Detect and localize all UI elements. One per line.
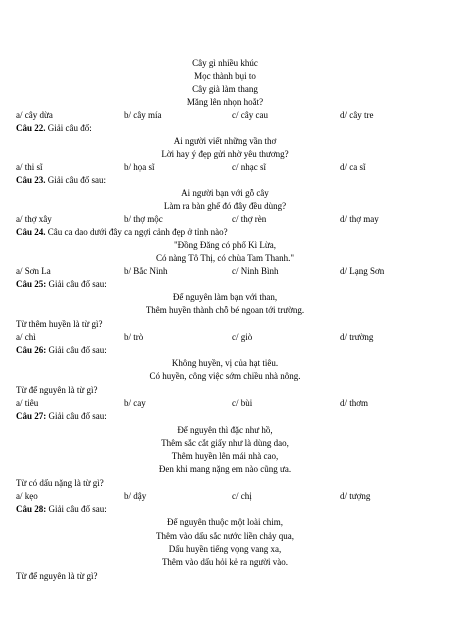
riddle-line: Thêm vào dấu sắc nước liền chảy qua,	[155, 531, 295, 541]
question-heading	[16, 122, 92, 134]
option-c[interactable]: c/ bùi	[232, 398, 253, 408]
question-prompt: Giải câu đố sau:	[46, 504, 107, 514]
question-ask: Từ để nguyên là từ gì?	[16, 385, 98, 395]
question-ask: Từ có dấu nặng là từ gì?	[16, 478, 104, 488]
question-prompt: Câu ca dao dưới đây ca ngợi cảnh đẹp ở tỉnh nào?	[45, 227, 228, 237]
riddle-line: Thêm huyền lên mái nhà cao,	[171, 451, 279, 461]
question-number: Câu 25:	[16, 279, 47, 289]
riddle-line: Để nguyên làm bạn với than,	[172, 292, 278, 302]
question-heading	[16, 503, 107, 515]
riddle-line: Ai người bạn với gỗ cây	[181, 188, 269, 198]
riddle-line: Lời hay ý đẹp gửi nhờ yêu thương?	[161, 149, 289, 159]
riddle-line: Thêm sắc cắt giấy như là dùng dao,	[161, 438, 289, 448]
riddle-line: Cây gì nhiều khúc	[192, 58, 258, 68]
question-ask: Từ để nguyên là từ gì?	[16, 571, 98, 581]
question-prompt: Giải câu đố sau:	[46, 279, 107, 289]
option-c[interactable]: c/ chị	[232, 491, 252, 501]
question-ask: Từ thêm huyền là từ gì?	[16, 319, 103, 329]
option-b[interactable]: b/ trò	[124, 332, 144, 342]
riddle-line: Làm ra bàn ghế đó đây đều dùng?	[163, 201, 287, 211]
riddle-line: Măng lên nhọn hoắt?	[186, 97, 264, 107]
option-c[interactable]: c/ giò	[232, 332, 253, 342]
option-b[interactable]: b/ họa sĩ	[124, 162, 155, 172]
option-a[interactable]: a/ Sơn La	[16, 266, 51, 276]
option-a[interactable]: a/ chì	[16, 332, 36, 342]
option-b[interactable]: b/ thợ mộc	[124, 214, 163, 224]
option-d[interactable]: d/ ca sĩ	[340, 162, 366, 172]
question-number: Câu 24.	[16, 227, 46, 237]
poem-line: "Đồng Đăng có phố Kì Lừa,	[173, 240, 277, 250]
option-b[interactable]: b/ cây mía	[124, 110, 162, 120]
riddle-line: Không huyền, vị của hạt tiêu.	[171, 358, 279, 368]
option-d[interactable]: d/ cây tre	[340, 110, 374, 120]
poem-line: Có nàng Tô Thị, có chùa Tam Thanh."	[155, 253, 295, 263]
option-d[interactable]: d/ trường	[340, 332, 374, 342]
riddle-line: Mọc thành bụi to	[194, 71, 256, 81]
option-a[interactable]: a/ thi sĩ	[16, 162, 43, 172]
option-c[interactable]: c/ cây cau	[232, 110, 268, 120]
question-prompt: Giải câu đố sau:	[46, 411, 107, 421]
riddle-line: Đen khi mang nặng em nào cũng ưa.	[158, 464, 292, 474]
question-heading	[16, 410, 107, 422]
question-heading	[16, 278, 107, 290]
riddle-line: Để nguyên thuộc một loài chim,	[167, 517, 283, 527]
option-c[interactable]: c/ nhạc sĩ	[232, 162, 266, 172]
question-heading	[16, 174, 106, 186]
option-d[interactable]: d/ Lạng Sơn	[340, 266, 385, 276]
option-a[interactable]: a/ thợ xây	[16, 214, 52, 224]
question-number: Câu 22.	[16, 123, 46, 133]
question-prompt: Giải câu đố sau:	[46, 345, 107, 355]
option-b[interactable]: b/ dậy	[124, 491, 147, 501]
option-a[interactable]: a/ kẹo	[16, 491, 38, 501]
riddle-line: Ai người viết những vần thơ	[173, 136, 277, 146]
question-number: Câu 28:	[16, 504, 47, 514]
question-number: Câu 27:	[16, 411, 47, 421]
riddle-line: Dấu huyền tiếng vọng vang xa,	[168, 544, 282, 554]
option-d[interactable]: d/ tượng	[340, 491, 371, 501]
option-c[interactable]: c/ thợ rèn	[232, 214, 267, 224]
question-number: Câu 26:	[16, 345, 47, 355]
option-b[interactable]: b/ Bắc Ninh	[124, 266, 168, 276]
question-prompt: Giải câu đố:	[45, 123, 92, 133]
riddle-line: Cây già làm thang	[192, 84, 258, 94]
question-heading	[16, 226, 228, 238]
option-c[interactable]: c/ Ninh Bình	[232, 266, 279, 276]
question-heading	[16, 344, 107, 356]
riddle-line: Để nguyên thì đặc như hồ,	[177, 425, 273, 435]
question-number: Câu 23.	[16, 175, 46, 185]
riddle-line: Có huyền, công việc sớm chiều nhà nông.	[149, 371, 301, 381]
option-b[interactable]: b/ cay	[124, 398, 146, 408]
option-d[interactable]: d/ thợ may	[340, 214, 379, 224]
option-d[interactable]: d/ thơm	[340, 398, 369, 408]
riddle-line: Thêm huyền thành chỗ bé ngoan tới trường.	[145, 305, 305, 315]
question-prompt: Giải câu đố sau:	[45, 175, 106, 185]
riddle-line: Thêm vào dấu hỏi kẻ ra người vào.	[161, 557, 289, 567]
option-a[interactable]: a/ tiêu	[16, 398, 39, 408]
option-a[interactable]: a/ cây dừa	[16, 110, 53, 120]
